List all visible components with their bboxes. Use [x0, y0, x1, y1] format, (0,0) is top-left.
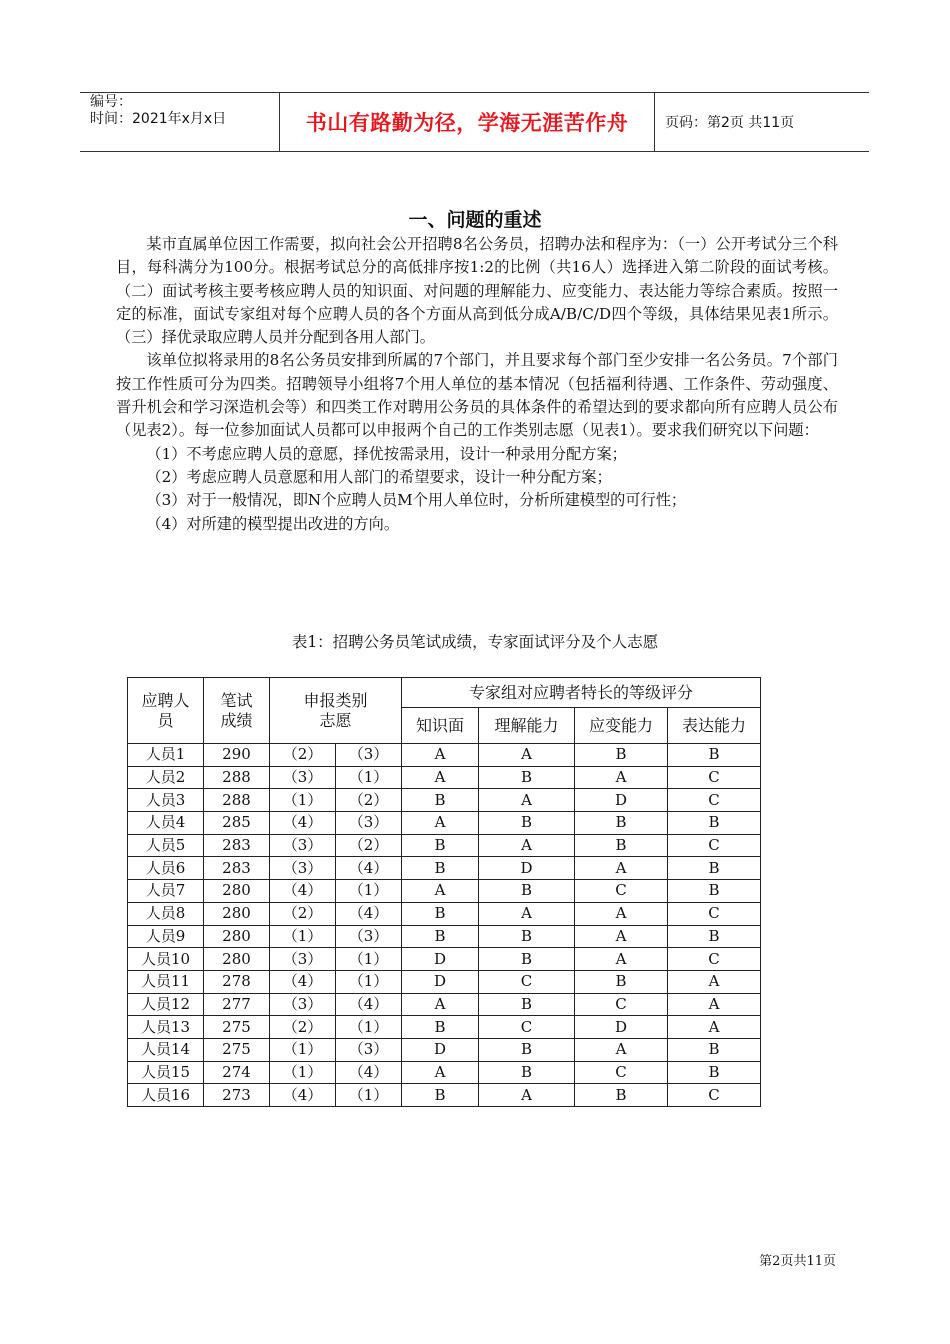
- applicant-cell: 人员6: [128, 857, 204, 880]
- knowledge-cell: A: [402, 812, 479, 835]
- wish1-cell: （2）: [270, 1016, 336, 1039]
- table-row: [128, 902, 761, 925]
- score-cell: 275: [204, 1016, 270, 1039]
- expression-cell: C: [668, 902, 761, 925]
- expression-cell: C: [668, 789, 761, 812]
- applicant-cell: 人员2: [128, 766, 204, 789]
- wish2-cell: （3）: [336, 812, 402, 835]
- table-row: [128, 834, 761, 857]
- table-row: [128, 744, 761, 767]
- applicant-cell: 人员15: [128, 1061, 204, 1084]
- expression-cell: B: [668, 1038, 761, 1061]
- wish2-cell: （3）: [336, 1038, 402, 1061]
- table-row: [128, 1084, 761, 1107]
- understanding-cell: A: [479, 834, 575, 857]
- score-cell: 278: [204, 970, 270, 993]
- understanding-cell: A: [479, 1084, 575, 1107]
- adaptability-cell: A: [575, 1038, 668, 1061]
- understanding-cell: B: [479, 948, 575, 971]
- table-row: [128, 1016, 761, 1039]
- wish2-cell: （2）: [336, 789, 402, 812]
- adaptability-cell: B: [575, 970, 668, 993]
- knowledge-cell: B: [402, 834, 479, 857]
- applicant-cell: 人员7: [128, 880, 204, 903]
- adaptability-cell: A: [575, 902, 668, 925]
- header-page-code: 页码：第2页 共11页: [665, 115, 795, 131]
- wish2-cell: （1）: [336, 880, 402, 903]
- adaptability-cell: D: [575, 1016, 668, 1039]
- understanding-cell: B: [479, 880, 575, 903]
- wish1-cell: （3）: [270, 834, 336, 857]
- wish2-cell: （4）: [336, 857, 402, 880]
- table-row: [128, 993, 761, 1016]
- header-meta: [80, 93, 280, 151]
- page-header: [80, 92, 869, 152]
- wish2-cell: （1）: [336, 1016, 402, 1039]
- knowledge-cell: B: [402, 1084, 479, 1107]
- expression-cell: A: [668, 970, 761, 993]
- applicant-cell: 人员3: [128, 789, 204, 812]
- adaptability-cell: B: [575, 834, 668, 857]
- adaptability-cell: A: [575, 925, 668, 948]
- adaptability-cell: A: [575, 857, 668, 880]
- understanding-cell: B: [479, 1061, 575, 1084]
- wish2-cell: （3）: [336, 744, 402, 767]
- page-footer: 第2页共11页: [759, 1254, 836, 1269]
- header-time: 时间：2021年x月x日: [90, 111, 227, 127]
- header-expert: 专家组对应聘者特长的等级评分: [402, 678, 761, 708]
- expression-cell: C: [668, 834, 761, 857]
- expression-cell: C: [668, 766, 761, 789]
- section-title: 一、问题的重述: [408, 209, 542, 231]
- table-row: [128, 1061, 761, 1084]
- table-row: [128, 970, 761, 993]
- header-applicant: 应聘人员: [128, 678, 204, 744]
- expression-cell: B: [668, 1061, 761, 1084]
- wish1-cell: （4）: [270, 1084, 336, 1107]
- understanding-cell: B: [479, 1038, 575, 1061]
- table-row: [128, 857, 761, 880]
- question-item: （3）对于一般情况，即N个应聘人员M个用人单位时，分析所建模型的可行性；: [146, 491, 687, 510]
- wish2-cell: （1）: [336, 1084, 402, 1107]
- understanding-cell: D: [479, 857, 575, 880]
- question-item: （4）对所建的模型提出改进的方向。: [146, 514, 400, 533]
- body-text: [116, 233, 838, 536]
- wish1-cell: （4）: [270, 880, 336, 903]
- score-cell: 274: [204, 1061, 270, 1084]
- wish1-cell: （1）: [270, 1038, 336, 1061]
- applicant-cell: 人员1: [128, 744, 204, 767]
- wish2-cell: （1）: [336, 766, 402, 789]
- wish1-cell: （3）: [270, 766, 336, 789]
- adaptability-cell: D: [575, 789, 668, 812]
- score-cell: 285: [204, 812, 270, 835]
- applicant-cell: 人员14: [128, 1038, 204, 1061]
- header-number: 编号：: [90, 94, 132, 110]
- wish1-cell: （2）: [270, 902, 336, 925]
- applicant-cell: 人员10: [128, 948, 204, 971]
- score-cell: 288: [204, 789, 270, 812]
- knowledge-cell: B: [402, 1016, 479, 1039]
- knowledge-cell: D: [402, 948, 479, 971]
- knowledge-cell: B: [402, 789, 479, 812]
- understanding-cell: A: [479, 744, 575, 767]
- header-adaptability: 应变能力: [575, 708, 668, 744]
- table-caption: 表1：招聘公务员笔试成绩，专家面试评分及个人志愿: [291, 633, 659, 651]
- applicant-cell: 人员4: [128, 812, 204, 835]
- wish1-cell: （1）: [270, 925, 336, 948]
- wish2-cell: （4）: [336, 993, 402, 1016]
- paragraph: 该单位拟将录用的8名公务员安排到所属的7个部门，并且要求每个部门至少安排一名公务员。7个部门按工作性质可分为四类。招聘领导小组将7个用人单位的基本情况（包括福利待遇、工作条件、劳动强度、晋升机会和学习深造机会等）和四类工作对聘用公务员的具体条件的希望达到的要求都向所有应聘人员公布（见表2）。每一位参加面试人员都可以申报两个自己的工作类别志愿（见表1）。要求我们研究以下问题：: [116, 351, 838, 440]
- expression-cell: C: [668, 1084, 761, 1107]
- understanding-cell: C: [479, 970, 575, 993]
- wish1-cell: （3）: [270, 857, 336, 880]
- adaptability-cell: B: [575, 812, 668, 835]
- wish2-cell: （3）: [336, 925, 402, 948]
- applicant-cell: 人员16: [128, 1084, 204, 1107]
- wish2-cell: （1）: [336, 948, 402, 971]
- understanding-cell: A: [479, 902, 575, 925]
- knowledge-cell: B: [402, 902, 479, 925]
- header-score: 笔试成绩: [204, 678, 270, 744]
- question-item: （1）不考虑应聘人员的意愿，择优按需录用，设计一种录用分配方案；: [146, 444, 627, 463]
- applicant-cell: 人员8: [128, 902, 204, 925]
- header-expression: 表达能力: [668, 708, 761, 744]
- expression-cell: B: [668, 880, 761, 903]
- understanding-cell: B: [479, 812, 575, 835]
- score-cell: 275: [204, 1038, 270, 1061]
- adaptability-cell: A: [575, 948, 668, 971]
- knowledge-cell: A: [402, 744, 479, 767]
- table-row: [128, 880, 761, 903]
- score-cell: 283: [204, 834, 270, 857]
- adaptability-cell: B: [575, 1084, 668, 1107]
- applicant-cell: 人员11: [128, 970, 204, 993]
- knowledge-cell: D: [402, 970, 479, 993]
- table-row: [128, 1038, 761, 1061]
- wish2-cell: （4）: [336, 902, 402, 925]
- expression-cell: A: [668, 993, 761, 1016]
- adaptability-cell: C: [575, 1061, 668, 1084]
- question-item: （2）考虑应聘人员意愿和用人部门的希望要求，设计一种分配方案；: [146, 467, 612, 486]
- header-motto: 书山有路勤为径，学海无涯苦作舟: [280, 93, 655, 151]
- adaptability-cell: C: [575, 993, 668, 1016]
- table-row: [128, 812, 761, 835]
- wish1-cell: （2）: [270, 744, 336, 767]
- table-row: [128, 925, 761, 948]
- score-cell: 273: [204, 1084, 270, 1107]
- score-cell: 290: [204, 744, 270, 767]
- header-knowledge: 知识面: [402, 708, 479, 744]
- expression-cell: B: [668, 744, 761, 767]
- wish1-cell: （1）: [270, 1061, 336, 1084]
- knowledge-cell: B: [402, 857, 479, 880]
- adaptability-cell: B: [575, 744, 668, 767]
- score-cell: 280: [204, 925, 270, 948]
- understanding-cell: B: [479, 993, 575, 1016]
- score-cell: 283: [204, 857, 270, 880]
- wish2-cell: （1）: [336, 970, 402, 993]
- expression-cell: B: [668, 857, 761, 880]
- paragraph: 某市直属单位因工作需要，拟向社会公开招聘8名公务员，招聘办法和程序为：（一）公开考试分三个科目，每科满分为100分。根据考试总分的高低排序按1:2的比例（共16人）选择进入第二阶段的面试考核。（二）面试考核主要考核应聘人员的知识面、对问题的理解能力、应变能力、表达能力等综合素质。按照一定的标准，面试专家组对每个应聘人员的各个方面从高到低分成A/B/C/D四个等级，具体结果见表1所示。（三）择优录取应聘人员并分配到各用人部门。: [116, 235, 838, 347]
- table-row: [128, 948, 761, 971]
- knowledge-cell: D: [402, 1038, 479, 1061]
- applicant-cell: 人员5: [128, 834, 204, 857]
- applicant-table: [127, 677, 761, 1107]
- understanding-cell: B: [479, 766, 575, 789]
- understanding-cell: B: [479, 925, 575, 948]
- wish1-cell: （1）: [270, 789, 336, 812]
- header-wishes: 申报类别志愿: [270, 678, 402, 744]
- wish1-cell: （4）: [270, 970, 336, 993]
- expression-cell: A: [668, 1016, 761, 1039]
- score-cell: 280: [204, 880, 270, 903]
- adaptability-cell: A: [575, 766, 668, 789]
- expression-cell: B: [668, 812, 761, 835]
- knowledge-cell: A: [402, 766, 479, 789]
- applicant-cell: 人员13: [128, 1016, 204, 1039]
- score-cell: 280: [204, 948, 270, 971]
- applicant-cell: 人员9: [128, 925, 204, 948]
- header-understanding: 理解能力: [479, 708, 575, 744]
- adaptability-cell: C: [575, 880, 668, 903]
- understanding-cell: A: [479, 789, 575, 812]
- expression-cell: C: [668, 948, 761, 971]
- table-row: [128, 789, 761, 812]
- wish1-cell: （3）: [270, 993, 336, 1016]
- score-cell: 288: [204, 766, 270, 789]
- understanding-cell: C: [479, 1016, 575, 1039]
- wish2-cell: （4）: [336, 1061, 402, 1084]
- score-cell: 277: [204, 993, 270, 1016]
- wish2-cell: （2）: [336, 834, 402, 857]
- knowledge-cell: A: [402, 1061, 479, 1084]
- table-body: [128, 744, 761, 1107]
- knowledge-cell: A: [402, 880, 479, 903]
- knowledge-cell: B: [402, 925, 479, 948]
- wish1-cell: （3）: [270, 948, 336, 971]
- knowledge-cell: A: [402, 993, 479, 1016]
- score-cell: 280: [204, 902, 270, 925]
- table-row: [128, 766, 761, 789]
- applicant-cell: 人员12: [128, 993, 204, 1016]
- expression-cell: B: [668, 925, 761, 948]
- wish1-cell: （4）: [270, 812, 336, 835]
